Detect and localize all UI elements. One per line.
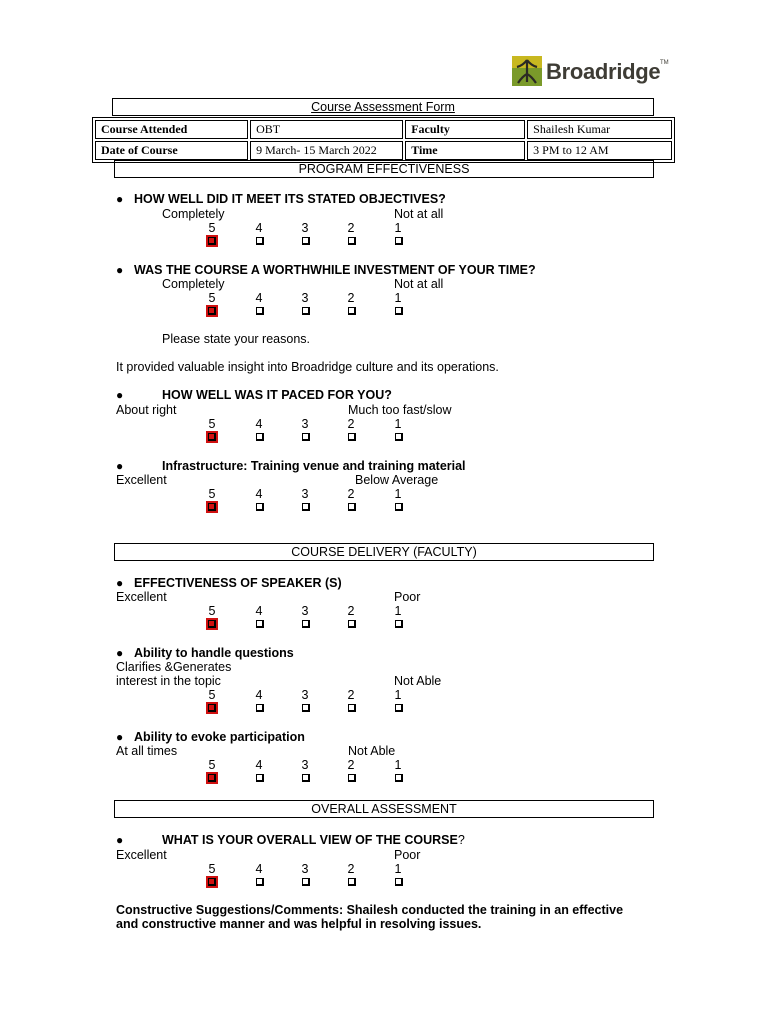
rating-number: 1 <box>394 417 402 431</box>
rating-number: 3 <box>301 688 309 702</box>
checkbox-3[interactable] <box>302 433 310 441</box>
question-1: HOW WELL DID IT MEET ITS STATED OBJECTIVES? <box>134 192 446 206</box>
section-overall-assessment: OVERALL ASSESSMENT <box>114 800 654 818</box>
table-row <box>95 120 672 139</box>
rating-number: 3 <box>301 487 309 501</box>
rating-number: 1 <box>394 221 402 235</box>
rating-number: 3 <box>301 221 309 235</box>
reasons-answer: It provided valuable insight into Broadridge culture and its operations. <box>116 360 499 374</box>
q5-rating <box>0 604 768 632</box>
q2-scale-low-label: Not at all <box>394 277 444 291</box>
rating-number: 3 <box>301 758 309 772</box>
checkbox-2[interactable] <box>348 433 356 441</box>
q4-scale-high-label: Excellent <box>116 473 167 487</box>
section-course-delivery: COURSE DELIVERY (FACULTY) <box>114 543 654 561</box>
q6-rating <box>0 688 768 716</box>
checkbox-1[interactable] <box>395 620 403 628</box>
checkbox-3[interactable] <box>302 620 310 628</box>
course-info-table <box>92 117 675 163</box>
checkbox-3[interactable] <box>302 774 310 782</box>
checkbox-4[interactable] <box>256 433 264 441</box>
logo-trademark: TM <box>660 60 669 66</box>
question-2: WAS THE COURSE A WORTHWHILE INVESTMENT OF YOUR TIME? <box>134 263 536 277</box>
checkbox-5-selected[interactable] <box>206 235 218 247</box>
rating-number: 2 <box>347 487 355 501</box>
question-3: HOW WELL WAS IT PACED FOR YOU? <box>162 388 392 402</box>
rating-number: 2 <box>347 417 355 431</box>
broadridge-logo <box>512 56 672 90</box>
bullet-icon: ● <box>116 388 124 402</box>
checkbox-4[interactable] <box>256 704 264 712</box>
rating-number: 4 <box>255 862 263 876</box>
checkbox-2[interactable] <box>348 307 356 315</box>
rating-number: 4 <box>255 487 263 501</box>
question-5: EFFECTIVENESS OF SPEAKER (S) <box>134 576 342 590</box>
checkbox-4[interactable] <box>256 503 264 511</box>
checkbox-icon <box>208 433 216 441</box>
rating-number: 2 <box>347 291 355 305</box>
checkbox-2[interactable] <box>348 704 356 712</box>
q1-scale-high-label: Completely <box>162 207 225 221</box>
comments-line-2: and constructive manner and was helpful in resolving issues. <box>116 917 482 931</box>
checkbox-icon <box>208 307 216 315</box>
reasons-prompt: Please state your reasons. <box>162 332 310 346</box>
rating-number: 1 <box>394 758 402 772</box>
rating-number: 4 <box>255 688 263 702</box>
rating-number: 2 <box>347 862 355 876</box>
rating-number: 1 <box>394 688 402 702</box>
q8-rating <box>0 862 768 890</box>
checkbox-3[interactable] <box>302 237 310 245</box>
rating-number: 4 <box>255 291 263 305</box>
q6-scale-low-label: Not Able <box>394 674 442 688</box>
rating-number: 5 <box>208 221 216 235</box>
rating-number: 2 <box>347 758 355 772</box>
bullet-icon: ● <box>116 459 124 473</box>
checkbox-2[interactable] <box>348 503 356 511</box>
checkbox-1[interactable] <box>395 237 403 245</box>
checkbox-icon <box>208 774 216 782</box>
rating-number: 3 <box>301 291 309 305</box>
q5-scale-low-label: Poor <box>394 590 421 604</box>
q3-scale-high-label: About right <box>116 403 177 417</box>
checkbox-5-selected[interactable] <box>206 772 218 784</box>
q7-scale-low-label: Not Able <box>348 744 396 758</box>
q2-rating <box>0 291 768 319</box>
checkbox-3[interactable] <box>302 307 310 315</box>
checkbox-4[interactable] <box>256 620 264 628</box>
checkbox-5-selected[interactable] <box>206 618 218 630</box>
checkbox-1[interactable] <box>395 878 403 886</box>
q8-scale-high-label: Excellent <box>116 848 167 862</box>
checkbox-2[interactable] <box>348 237 356 245</box>
comments-line-1: Constructive Suggestions/Comments: Shailesh conducted the training in an effective <box>116 903 624 917</box>
rating-number: 2 <box>347 221 355 235</box>
rating-number: 5 <box>208 487 216 501</box>
rating-number: 5 <box>208 291 216 305</box>
q3-scale-low-label: Much too fast/slow <box>348 403 452 417</box>
checkbox-2[interactable] <box>348 620 356 628</box>
q3-rating <box>0 417 768 445</box>
question-8: WHAT IS YOUR OVERALL VIEW OF THE COURSE? <box>162 833 465 847</box>
q7-scale-high-label: At all times <box>116 744 178 758</box>
checkbox-5-selected[interactable] <box>206 431 218 443</box>
rating-number: 1 <box>394 604 402 618</box>
bullet-icon: ● <box>116 730 124 744</box>
q1-rating <box>0 221 768 249</box>
rating-number: 3 <box>301 417 309 431</box>
rating-number: 4 <box>255 221 263 235</box>
rating-number: 1 <box>394 487 402 501</box>
q5-scale-high-label: Excellent <box>116 590 167 604</box>
question-7: Ability to evoke participation <box>134 730 305 744</box>
checkbox-4[interactable] <box>256 237 264 245</box>
question-4: Infrastructure: Training venue and training material <box>162 459 466 473</box>
checkbox-1[interactable] <box>395 774 403 782</box>
rating-number: 3 <box>301 862 309 876</box>
checkbox-5-selected[interactable] <box>206 876 218 888</box>
time-value: 3 PM to 12 AM <box>527 141 672 160</box>
bullet-icon: ● <box>116 833 124 847</box>
section-program-effectiveness: PROGRAM EFFECTIVENESS <box>114 160 654 178</box>
checkbox-2[interactable] <box>348 878 356 886</box>
q7-rating <box>0 758 768 786</box>
rating-number: 5 <box>208 417 216 431</box>
checkbox-5-selected[interactable] <box>206 702 218 714</box>
form-title: Course Assessment Form <box>112 98 654 116</box>
date-label: Date of Course <box>95 141 248 160</box>
question-6: Ability to handle questions <box>134 646 294 660</box>
checkbox-3[interactable] <box>302 503 310 511</box>
rating-number: 1 <box>394 862 402 876</box>
checkbox-icon <box>208 620 216 628</box>
q1-scale-low-label: Not at all <box>394 207 444 221</box>
checkbox-3[interactable] <box>302 704 310 712</box>
course-attended-label: Course Attended <box>95 120 248 139</box>
rating-number: 5 <box>208 688 216 702</box>
date-value: 9 March- 15 March 2022 <box>250 141 403 160</box>
rating-number: 5 <box>208 604 216 618</box>
faculty-value: Shailesh Kumar <box>527 120 672 139</box>
checkbox-4[interactable] <box>256 878 264 886</box>
time-label: Time <box>405 141 525 160</box>
bullet-icon: ● <box>116 192 124 206</box>
rating-number: 5 <box>208 862 216 876</box>
rating-number: 2 <box>347 688 355 702</box>
q6-scale-high-label-line2: interest in the topic <box>116 674 221 688</box>
bullet-icon: ● <box>116 646 124 660</box>
q2-scale-high-label: Completely <box>162 277 225 291</box>
rating-number: 4 <box>255 604 263 618</box>
rating-number: 3 <box>301 604 309 618</box>
bullet-icon: ● <box>116 263 124 277</box>
checkbox-4[interactable] <box>256 307 264 315</box>
checkbox-5-selected[interactable] <box>206 305 218 317</box>
checkbox-3[interactable] <box>302 878 310 886</box>
checkbox-icon <box>208 237 216 245</box>
checkbox-4[interactable] <box>256 774 264 782</box>
rating-number: 4 <box>255 417 263 431</box>
checkbox-1[interactable] <box>395 307 403 315</box>
checkbox-icon <box>208 503 216 511</box>
q4-rating <box>0 487 768 515</box>
rating-number: 2 <box>347 604 355 618</box>
broadridge-logo-icon <box>512 56 542 86</box>
checkbox-icon <box>208 878 216 886</box>
course-attended-value: OBT <box>250 120 403 139</box>
bullet-icon: ● <box>116 576 124 590</box>
faculty-label: Faculty <box>405 120 525 139</box>
q6-scale-high-label-line1: Clarifies &Generates <box>116 660 232 674</box>
rating-number: 1 <box>394 291 402 305</box>
checkbox-icon <box>208 704 216 712</box>
rating-number: 4 <box>255 758 263 772</box>
checkbox-1[interactable] <box>395 433 403 441</box>
checkbox-2[interactable] <box>348 774 356 782</box>
logo-wordmark: Broadridge <box>546 59 661 84</box>
checkbox-1[interactable] <box>395 503 403 511</box>
q4-scale-low-label: Below Average <box>355 473 439 487</box>
checkbox-1[interactable] <box>395 704 403 712</box>
checkbox-5-selected[interactable] <box>206 501 218 513</box>
rating-number: 5 <box>208 758 216 772</box>
table-row <box>95 141 672 160</box>
q8-scale-low-label: Poor <box>394 848 421 862</box>
